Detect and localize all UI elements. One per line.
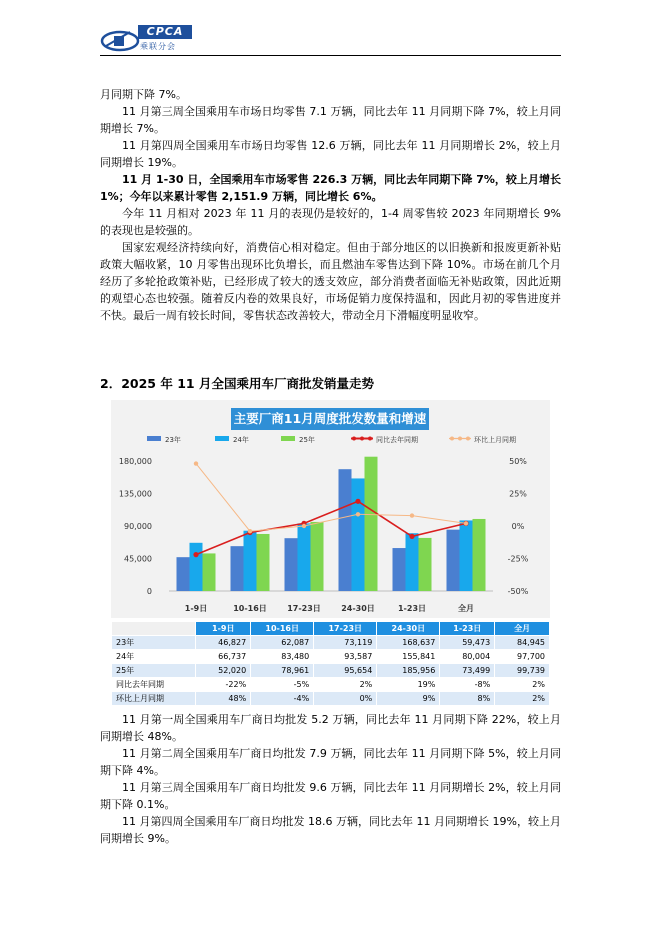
table-row-label: 环比上月同期 (112, 692, 196, 706)
table-cell: 59,473 (440, 636, 495, 650)
table-cell: 155,841 (377, 650, 440, 664)
line-point (410, 513, 414, 517)
line-point (356, 512, 360, 516)
table-cell: 168,637 (377, 636, 440, 650)
bar (352, 478, 365, 591)
x-tick-label: 1-9日 (184, 604, 208, 613)
table-cell: 46,827 (196, 636, 251, 650)
table-row-label: 同比去年同期 (112, 678, 196, 692)
paragraph: 11 月第四周全国乘用车厂商日均批发 18.6 万辆，同比去年 11 月同期增长 19%，较上月同期增长 9%。 (100, 815, 561, 845)
legend-marker (352, 437, 356, 441)
table-cell: 0% (314, 692, 377, 706)
series-line (196, 464, 466, 532)
table-cell: 93,587 (314, 650, 377, 664)
table-cell: 9% (377, 692, 440, 706)
table-cell: -4% (251, 692, 314, 706)
paragraph: 今年 11 月相对 2023 年 11 月的表现仍是较好的，1-4 周零售较 2023 年同期增长 9%的表现也是较强的。 (100, 207, 561, 237)
line-point (302, 524, 306, 528)
table-cell: 84,945 (495, 636, 550, 650)
legend-marker (450, 437, 454, 441)
legend-label: 25年 (299, 436, 315, 444)
table-cell: 83,480 (251, 650, 314, 664)
data-table (111, 621, 550, 706)
line-point (355, 499, 360, 504)
table-cell: 2% (314, 678, 377, 692)
table-header-cell (112, 622, 196, 636)
table-cell: 80,004 (440, 650, 495, 664)
y-right-tick-label: 0% (511, 522, 525, 531)
body-text (100, 86, 561, 324)
paragraph: 11 月第三周全国乘用车厂商日均批发 9.6 万辆，同比去年 11 月同期增长 2%，较上月同期下降 0.1%。 (100, 781, 561, 811)
x-tick-label: 17-23日 (287, 604, 321, 613)
legend-marker (458, 437, 462, 441)
bar (406, 533, 419, 591)
bar (447, 530, 460, 591)
legend-marker (360, 437, 364, 441)
bar (339, 469, 352, 591)
line-point (248, 529, 252, 533)
line-point (464, 521, 468, 525)
paragraph: 月同期下降 7%。 (100, 88, 187, 101)
table-cell: 95,654 (314, 664, 377, 678)
bar (257, 534, 270, 591)
table-row-label: 23年 (112, 636, 196, 650)
table-cell: 73,499 (440, 664, 495, 678)
y-left-tick-label: 90,000 (124, 522, 152, 531)
table-cell: 48% (196, 692, 251, 706)
y-right-tick-label: -25% (507, 554, 529, 564)
line-point (194, 461, 198, 465)
y-right-tick-label: -50% (507, 587, 529, 596)
bar (419, 538, 432, 591)
table-cell: 8% (440, 692, 495, 706)
legend-marker (368, 437, 372, 441)
table-header-cell: 24-30日 (377, 622, 440, 636)
table-row (112, 678, 550, 692)
line-point (193, 552, 198, 557)
bar (231, 546, 244, 591)
x-tick-label: 全月 (458, 604, 474, 613)
table-header-cell: 1-9日 (196, 622, 251, 636)
legend-swatch (281, 436, 295, 441)
bar (177, 557, 190, 591)
table-cell: 99,739 (495, 664, 550, 678)
legend-swatch (215, 436, 229, 441)
chart-panel (111, 400, 550, 618)
table-cell: 19% (377, 678, 440, 692)
body-text-2 (100, 711, 561, 847)
table-row (112, 636, 550, 650)
table-header-cell: 17-23日 (314, 622, 377, 636)
table-header-cell: 1-23日 (440, 622, 495, 636)
bar (244, 531, 257, 591)
y-right-tick-label: 25% (509, 489, 527, 499)
table-row (112, 650, 550, 664)
legend-label: 24年 (233, 436, 249, 444)
table-cell: 2% (495, 678, 550, 692)
table-cell: 185,956 (377, 664, 440, 678)
bar (285, 538, 298, 591)
paragraph: 国家宏观经济持续向好，消费信心相对稳定。但由于部分地区的以旧换新和报废更新补贴政策大幅收紧，10 月零售出现环比负增长，而且燃油车零售达到下降 10%。市场在前几个月经历了多轮抢政策补贴，已经形成了较大的透支效应，部分消费者面临无补贴政策，因此近期的观望心态也较强。随着反内卷的效果良好，市场促销力度保持温和，因此月初的零售进度并不快。最后一周有较长时间，零售状态改善较大，带动全月下滑幅度明显收窄。 (100, 241, 561, 322)
logo-subtitle: 乘联分会 (140, 42, 176, 51)
table-cell: 62,087 (251, 636, 314, 650)
table-cell: 78,961 (251, 664, 314, 678)
legend-marker (466, 437, 470, 441)
table-cell: -5% (251, 678, 314, 692)
table-row (112, 692, 550, 706)
header-rule (100, 55, 561, 56)
legend-swatch (147, 436, 161, 441)
y-left-tick-label: 180,000 (118, 457, 152, 466)
table-cell: 2% (495, 692, 550, 706)
x-tick-label: 1-23日 (397, 604, 427, 613)
table-cell: 73,119 (314, 636, 377, 650)
line-point (409, 534, 414, 539)
chart (111, 400, 550, 618)
bar (203, 553, 216, 591)
paragraph: 11 月第四周全国乘用车市场日均零售 12.6 万辆，同比去年 11 月同期增长 2%，较上月同期增长 19%。 (100, 139, 561, 169)
table-header-cell: 10-16日 (251, 622, 314, 636)
y-left-tick-label: 135,000 (118, 489, 152, 499)
bar (365, 457, 378, 591)
bar (311, 522, 324, 591)
y-left-tick-label: 0 (146, 587, 152, 596)
bar (298, 523, 311, 591)
bar (190, 543, 203, 591)
table-header-row (112, 622, 550, 636)
legend-label: 环比上月同期 (474, 436, 516, 444)
table-cell: 66,737 (196, 650, 251, 664)
paragraph: 11 月第一周全国乘用车厂商日均批发 5.2 万辆，同比去年 11 月同期下降 22%，较上月同期增长 48%。 (100, 713, 561, 743)
legend-label: 23年 (165, 436, 181, 444)
legend-label: 同比去年同期 (376, 436, 418, 444)
x-tick-label: 24-30日 (341, 604, 375, 613)
paragraph: 11 月第三周全国乘用车市场日均零售 7.1 万辆，同比去年 11 月同期下降 7%，较上月同期增长 7%。 (100, 105, 561, 135)
bar (460, 520, 473, 591)
table-cell: 52,020 (196, 664, 251, 678)
bar (393, 548, 406, 591)
y-left-tick-label: 45,000 (124, 554, 152, 564)
table-row-label: 24年 (112, 650, 196, 664)
bar (473, 519, 486, 591)
y-right-tick-label: 50% (509, 457, 527, 466)
paragraph-bold: 11 月 1-30 日，全国乘用车市场零售 226.3 万辆，同比去年同期下降 7%，较上月增长 1%；今年以来累计零售 2,151.9 万辆，同比增长 6%。 (100, 173, 561, 203)
table-cell: -22% (196, 678, 251, 692)
table-header-cell: 全月 (495, 622, 550, 636)
table-row (112, 664, 550, 678)
chart-title: 主要厂商11月周度批发数量和增速 (231, 408, 429, 430)
paragraph: 11 月第二周全国乘用车厂商日均批发 7.9 万辆，同比去年 11 月同期下降 5%，较上月同期下降 4%。 (100, 747, 561, 777)
table-cell: 97,700 (495, 650, 550, 664)
x-tick-label: 10-16日 (233, 604, 267, 613)
table-cell: -8% (440, 678, 495, 692)
table-row-label: 25年 (112, 664, 196, 678)
logo-text: CPCA (138, 25, 192, 39)
section-title: 2．2025 年 11 月全国乘用车厂商批发销量走势 (100, 376, 374, 391)
